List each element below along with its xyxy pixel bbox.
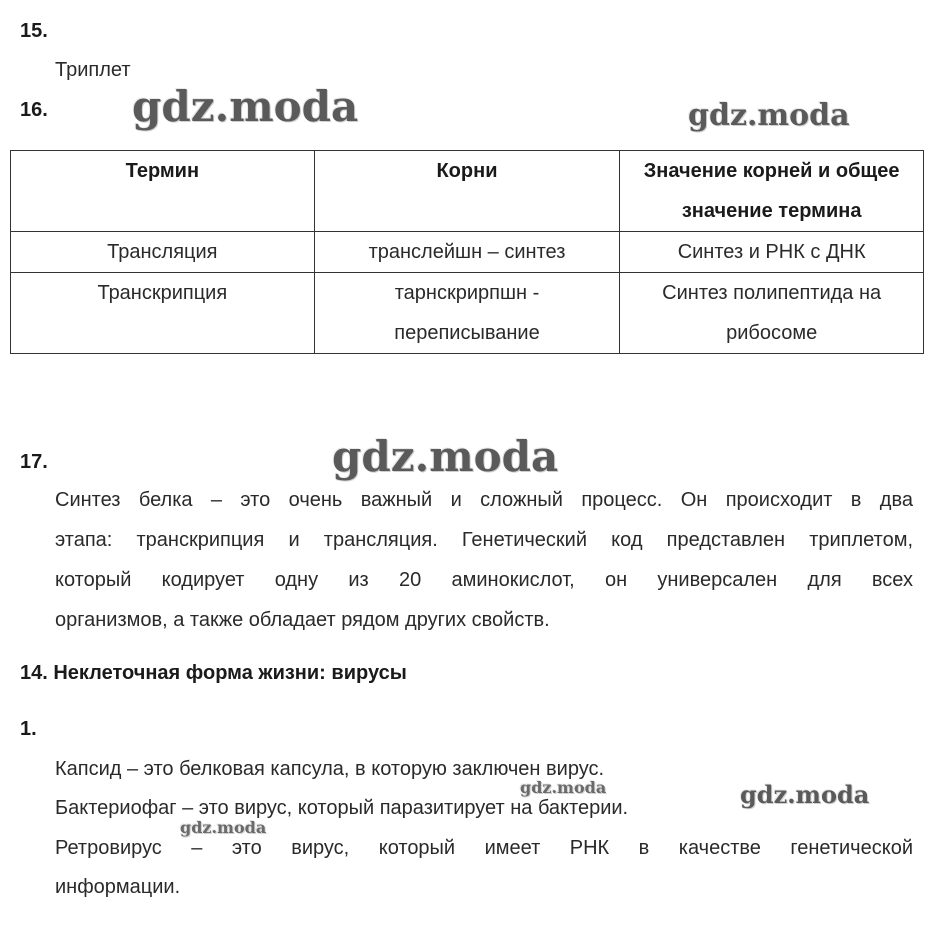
watermark-logo: gdz.moda xyxy=(520,778,607,797)
question-number-17: 17. xyxy=(20,451,48,473)
watermark-logo: gdz.moda xyxy=(180,818,267,837)
question-number-1: 1. xyxy=(20,718,37,740)
answer-17-line-4: организмов, а также обладает рядом других свойств. xyxy=(55,609,550,631)
header-roots: Корни xyxy=(314,151,620,232)
cell-term: Транскрипция xyxy=(11,273,315,354)
cell-roots: тарнскрирпшн - переписывание xyxy=(314,273,620,354)
header-term: Термин xyxy=(11,151,315,232)
watermark-logo: gdz.moda xyxy=(132,82,359,131)
answer-17-line-3: который кодирует одну из 20 аминокислот, он универсален для всех xyxy=(55,569,913,591)
table-row xyxy=(11,273,924,354)
cell-term: Трансляция xyxy=(11,232,315,273)
answer-17-line-1: Синтез белка – это очень важный и сложный процесс. Он происходит в два xyxy=(55,489,913,511)
terms-table xyxy=(10,150,924,354)
cell-roots: транслейшн – синтез xyxy=(314,232,620,273)
cell-meaning: Синтез полипептида на рибосоме xyxy=(620,273,924,354)
section-heading: 14. Неклеточная форма жизни: вирусы xyxy=(20,662,407,684)
answer-17-line-2: этапа: транскрипция и трансляция. Генетический код представлен триплетом, xyxy=(55,529,913,551)
table-row xyxy=(11,232,924,273)
watermark-logo: gdz.moda xyxy=(688,98,850,133)
answer-1-line-1: Капсид – это белковая капсула, в которую заключен вирус. xyxy=(55,758,605,780)
question-number-15: 15. xyxy=(20,20,48,42)
answer-1-line-3: Ретровирус – это вирус, который имеет РНК в качестве генетической xyxy=(55,837,913,859)
table-header-row xyxy=(11,151,924,232)
header-meaning: Значение корней и общее значение термина xyxy=(620,151,924,232)
answer-1-line-4: информации. xyxy=(55,876,181,898)
watermark-logo: gdz.moda xyxy=(740,780,870,809)
question-number-16: 16. xyxy=(20,99,48,121)
cell-meaning: Синтез и РНК с ДНК xyxy=(620,232,924,273)
watermark-logo: gdz.moda xyxy=(332,432,559,481)
answer-1-line-2: Бактериофаг – это вирус, который паразитирует на бактерии. xyxy=(55,797,629,819)
answer-15: Триплет xyxy=(55,59,131,81)
